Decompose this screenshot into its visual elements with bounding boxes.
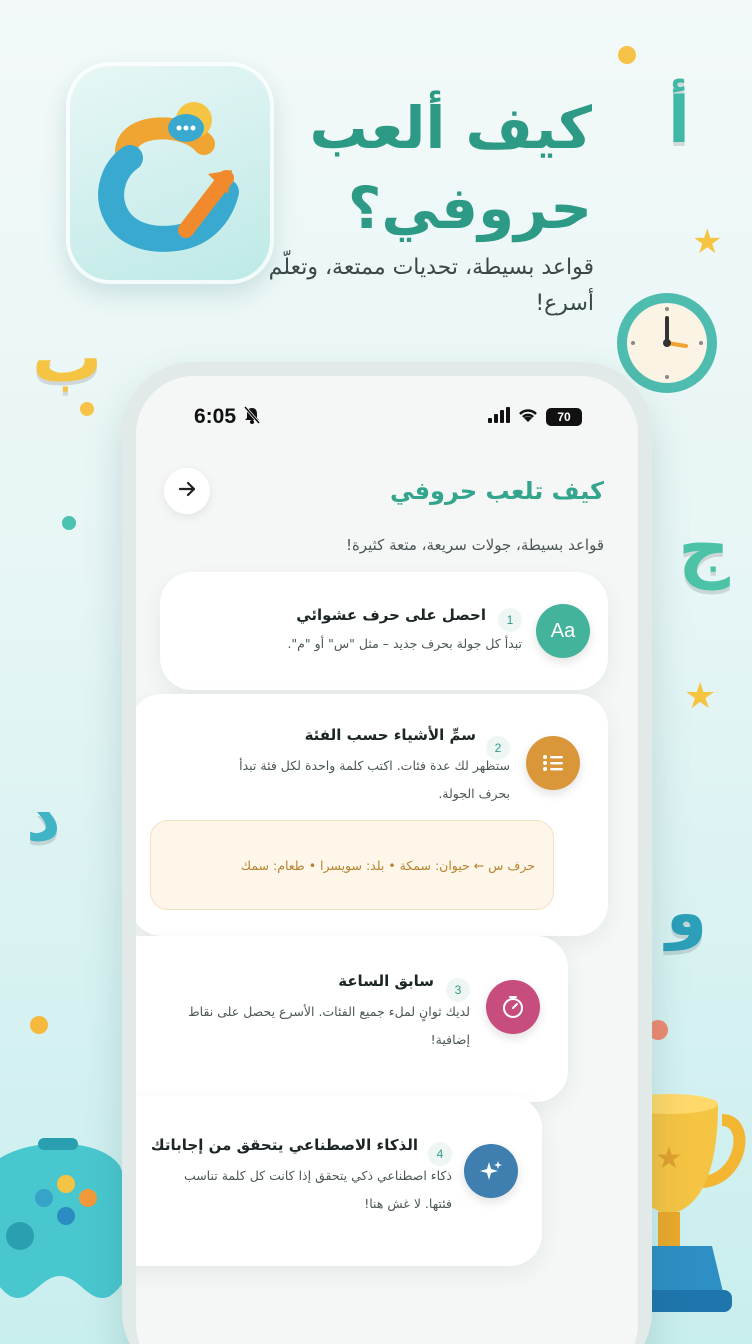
step-description: بحرف الجولة.: [438, 786, 510, 801]
bell-off-icon: [244, 406, 260, 428]
decor-dot: [30, 1016, 48, 1034]
decor-letter-waw: و: [666, 874, 708, 951]
step-title: سابق الساعة: [338, 972, 434, 990]
step-title: سمِّ الأشياء حسب الفئة: [304, 726, 476, 744]
status-bar: [194, 402, 582, 432]
decor-letter-jeem: ج: [678, 506, 730, 590]
sparkles-icon: [464, 1144, 518, 1198]
battery-icon: 70: [546, 408, 582, 426]
step-number: 4: [428, 1142, 452, 1166]
phone-frame: [122, 362, 652, 1344]
step-card-1: [160, 572, 608, 690]
screen-title: كيف تلعب حروفي: [390, 477, 604, 505]
step-description: إضافية!: [430, 1032, 470, 1047]
text-format-icon: [536, 604, 590, 658]
step-number: 2: [486, 736, 510, 760]
status-time: 6:05: [194, 405, 237, 428]
back-button[interactable]: [164, 468, 210, 514]
gamepad-icon: [0, 1126, 140, 1326]
signal-icon: [488, 407, 510, 427]
star-icon: ★: [692, 222, 723, 262]
list-icon: [526, 736, 580, 790]
decor-dot: [80, 402, 94, 416]
step-title: احصل على حرف عشوائي: [296, 606, 486, 624]
step-number: 3: [446, 978, 470, 1002]
step-description: ذكاء اصطناعي ذكي يتحقق إذا كانت كل كلمة تناسب: [183, 1168, 452, 1183]
step-icon-label: Aa: [550, 619, 576, 642]
step-card-3: [136, 936, 568, 1102]
hero-title: كيف ألعب حروفي؟: [309, 94, 592, 242]
screen-header: [164, 466, 604, 516]
step-card-2: [136, 694, 608, 936]
hero-subtitle: قواعد بسيطة، تحديات ممتعة، وتعلّم أسرع!: [268, 255, 594, 316]
wifi-icon: [518, 407, 538, 427]
decor-letter-alef: أ: [668, 84, 690, 158]
arrow-right-icon: [177, 479, 197, 503]
star-icon: ★: [684, 676, 717, 717]
decor-dot: [62, 516, 76, 530]
step-description: ستظهر لك عدة فئات. اكتب كلمة واحدة لكل فئة تبدأ: [239, 758, 510, 773]
decor-letter-ba: ب: [32, 316, 103, 398]
step-card-4: [136, 1096, 542, 1266]
example-text: حرف س ← حيوان: سمكة • بلد: سويسرا • طعام: سمك: [240, 857, 535, 873]
step-description: تبدأ كل جولة بحرف جديد – مثل "س" أو "م".: [287, 636, 522, 651]
svg-text:★: ★: [655, 1141, 683, 1176]
step-description: فئتها. لا غش هنا!: [364, 1196, 452, 1211]
step-description: لديك ثوانٍ لملء جميع الفئات. الأسرع يحصل على نقاط: [188, 1004, 470, 1019]
decor-dot: [618, 46, 636, 64]
timer-icon: [486, 980, 540, 1034]
page-subtitle: قواعد بسيطة، جولات سريعة، متعة كثيرة!: [345, 536, 604, 554]
example-box: [150, 820, 554, 910]
step-number: 1: [498, 608, 522, 632]
decor-letter-dal: د: [26, 778, 61, 857]
step-title: الذكاء الاصطناعي يتحقق من إجاباتك: [150, 1136, 418, 1154]
phone-screen: [136, 376, 638, 1344]
